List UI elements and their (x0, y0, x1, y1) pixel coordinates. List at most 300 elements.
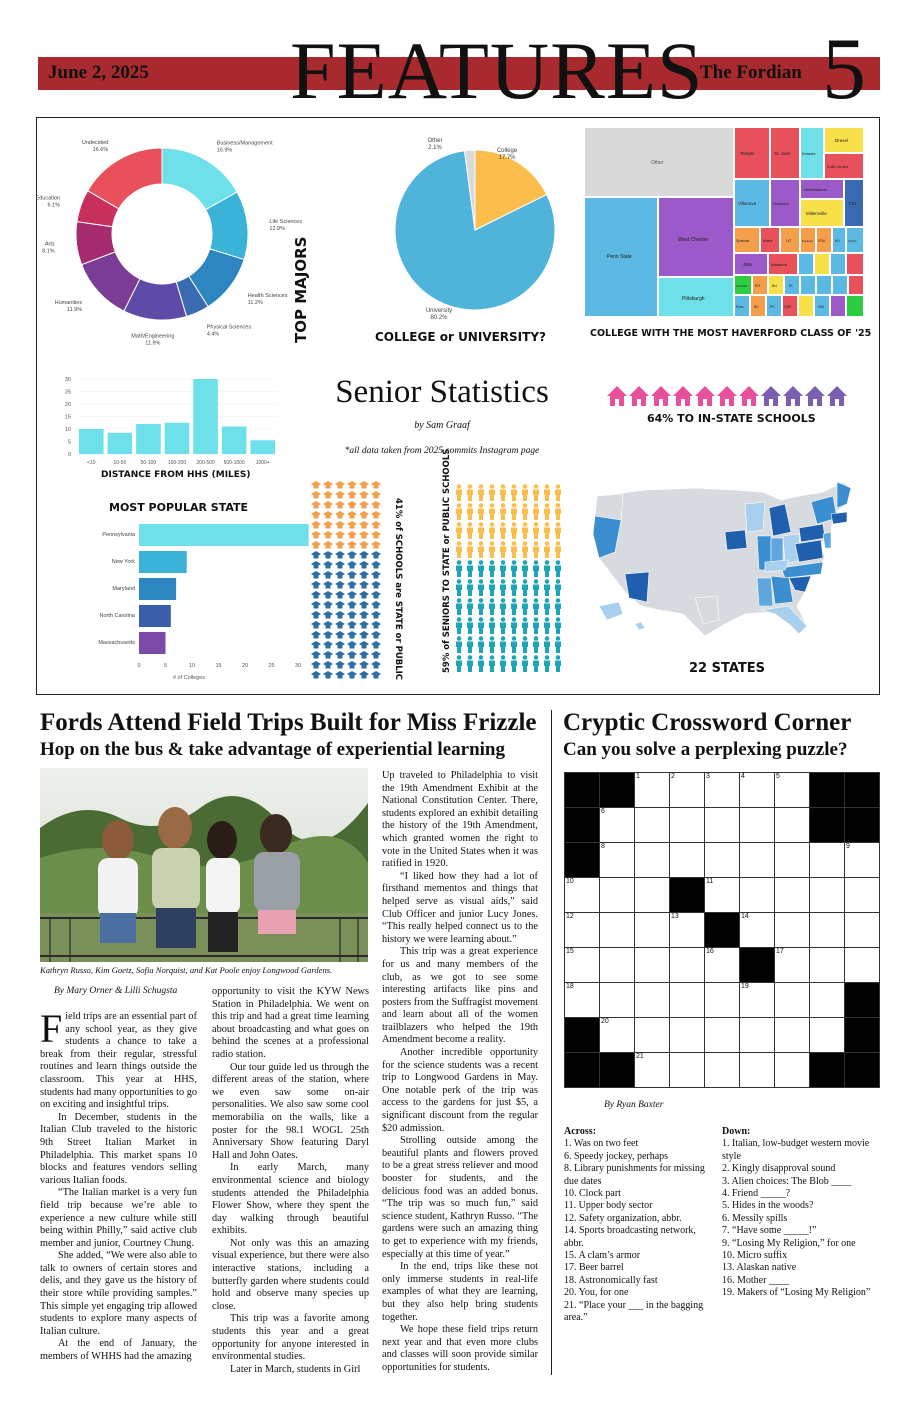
person-body (511, 661, 517, 673)
treemap-cell-g (833, 276, 847, 294)
answer-square[interactable] (774, 1017, 810, 1053)
clue: 16. Mother ____ (722, 1274, 789, 1286)
person-body (544, 642, 550, 654)
cap-base (314, 666, 319, 669)
photo-caption: Kathryn Russo, Kim Goetz, Sofia Norquist, and Kat Poole enjoy Longwood Gardens. (40, 965, 333, 975)
cap-base (374, 566, 379, 569)
person-body (511, 528, 517, 540)
x-tick: 1000+ (255, 460, 270, 466)
person-icon (523, 617, 528, 622)
black-square (564, 1052, 600, 1088)
person-icon (468, 579, 473, 584)
house-door (615, 399, 619, 406)
paragraph: “I liked how they had a lot of firsthand mementos and things that helped serve as visual aids,” said Club Officer and junior Lucy Jones. “This really helped connect us to the history we were learning about.” (382, 870, 538, 945)
answer-square[interactable] (739, 912, 775, 948)
clue: 17. Beer barrel (564, 1262, 624, 1274)
cap-base (362, 596, 367, 599)
clue: 1. Was on two feet (564, 1138, 639, 1150)
answer-square[interactable] (774, 772, 810, 808)
cap-base (350, 566, 355, 569)
treemap-cell-a (799, 254, 813, 274)
black-square (844, 1017, 880, 1053)
treemap-label-drexel: Drexel (835, 138, 849, 143)
clue: 20. You, for one (564, 1287, 629, 1299)
answer-square[interactable] (844, 842, 880, 878)
person-body (511, 585, 517, 597)
answer-square[interactable] (634, 912, 670, 948)
answer-square[interactable] (774, 947, 810, 983)
person-icon (479, 522, 484, 527)
person-body (544, 661, 550, 673)
clue-number: 19 (741, 983, 749, 990)
person-icon (479, 655, 484, 660)
treemap-label-millersville: Millersville (806, 211, 827, 216)
answer-square[interactable] (809, 842, 845, 878)
answer-square[interactable] (809, 947, 845, 983)
person-body (489, 566, 495, 578)
paragraph: We hope these field trips return next year and that even more clubs and classes will soon provide similar opportunities for students. (382, 1324, 538, 1373)
clue-number: 8 (601, 843, 605, 850)
black-square (564, 842, 600, 878)
clue-number: 20 (601, 1018, 609, 1025)
distance-bar (108, 433, 133, 454)
clue-number: 10 (566, 878, 574, 885)
state-title: MOST POPULAR STATE (109, 501, 249, 514)
person-icon (501, 503, 506, 508)
person-body (500, 490, 506, 502)
answer-square[interactable] (844, 947, 880, 983)
clue-number: 9 (846, 843, 850, 850)
cap-base (350, 636, 355, 639)
person-body (467, 604, 473, 616)
distance-bar (79, 429, 104, 454)
x-tick: 10 (188, 663, 196, 669)
person-body (489, 509, 495, 521)
cap-base (374, 656, 379, 659)
state-label: North Carolina (99, 613, 135, 619)
person-body (500, 623, 506, 635)
treemap-label-temple: Temple (740, 151, 755, 156)
person-icon (556, 579, 561, 584)
house-door (791, 399, 795, 406)
answer-square[interactable] (634, 877, 670, 913)
crossword-subhead: Can you solve a perplexing puzzle? (563, 739, 848, 760)
college-title: COLLEGE or UNIVERSITY? (375, 330, 546, 344)
state-me (837, 482, 851, 508)
donut-value: 8.1% (42, 248, 55, 255)
person-icon (545, 579, 550, 584)
cap-base (350, 626, 355, 629)
cap-base (314, 496, 319, 499)
cap-base (326, 616, 331, 619)
cap-base (326, 606, 331, 609)
person-body (533, 661, 539, 673)
person-icon (468, 503, 473, 508)
person-body (522, 547, 528, 559)
cap-base (374, 486, 379, 489)
answer-square[interactable] (564, 947, 600, 983)
person-body (478, 642, 484, 654)
school-type-pictogram (309, 481, 385, 681)
answer-square[interactable] (599, 947, 635, 983)
answer-square[interactable] (599, 982, 635, 1018)
clue-number: 14 (741, 913, 749, 920)
cap-base (374, 606, 379, 609)
answer-square[interactable] (634, 947, 670, 983)
person-icon (512, 655, 517, 660)
clue: 1. Italian, low-budget western movie style (722, 1138, 870, 1162)
treemap-label-pennstate: Penn State (607, 254, 632, 260)
house-door (747, 399, 751, 406)
person-body (522, 604, 528, 616)
majors-donut-chart (35, 124, 317, 354)
clue-number: 7 (811, 808, 815, 815)
person-icon (556, 598, 561, 603)
cap-base (314, 616, 319, 619)
person-icon (501, 598, 506, 603)
treemap-cell-e (801, 276, 815, 294)
answer-square[interactable] (704, 842, 740, 878)
answer-square[interactable] (774, 842, 810, 878)
frizzle-column-1 (40, 1006, 198, 1364)
person-body (533, 490, 539, 502)
schools-label: 41% of SCHOOLS are STATE or PUBLIC (393, 498, 403, 681)
treemap-label-pc: PC (770, 305, 775, 309)
cap-base (350, 526, 355, 529)
answer-square[interactable] (809, 877, 845, 913)
treemap-label-miami: Miami (763, 239, 773, 243)
answer-square[interactable] (704, 807, 740, 843)
cap-base (314, 646, 319, 649)
black-square (599, 1052, 635, 1088)
paper-name: The Fordian (700, 62, 802, 83)
answer-square[interactable] (599, 807, 635, 843)
cap-base (314, 506, 319, 509)
cap-base (350, 646, 355, 649)
treemap-label-gw: GW (818, 305, 825, 309)
person-icon (457, 617, 462, 622)
cap-base (326, 676, 331, 679)
donut-value: 11.9% (145, 340, 161, 347)
person-body (533, 547, 539, 559)
cap-base (338, 566, 343, 569)
y-tick: 5 (67, 439, 71, 446)
answer-square[interactable] (774, 982, 810, 1018)
person-body (456, 490, 462, 502)
cap-base (326, 666, 331, 669)
answer-square[interactable] (669, 807, 705, 843)
treemap-label-southcarolina: South Carolina (827, 165, 849, 169)
page-number: 5 (822, 21, 866, 118)
paragraph: Strolling outside among the beautiful plants and flowers proved to be a great stress reliever and mood booster for students, and the delicious food was an added bonus. “The trip was so much fun,” said science student, Kathryn Russo. “The gardens were such an amazing thing to get to experience with my friends, especially at this time of year.” (382, 1135, 538, 1260)
treemap-label-tju: TJU (848, 201, 857, 206)
clue-number: 21 (636, 1053, 644, 1060)
paragraph: ield trips are an essential part of any school year, as they give students a chance to take a break from their regular, stressful routines and learn things outside the classroom. This year at HHS, students had many opportunities to go on exciting and insightful trips. (40, 1011, 198, 1111)
answer-square[interactable] (634, 842, 670, 878)
answer-square[interactable] (844, 877, 880, 913)
person-icon (545, 484, 550, 489)
paragraph: Later in March, students in Girl (230, 1363, 361, 1375)
cap-base (338, 516, 343, 519)
person-body (500, 661, 506, 673)
cap-base (350, 506, 355, 509)
cap-base (314, 486, 319, 489)
donut-label: Arts (44, 241, 55, 248)
answer-square[interactable] (739, 1052, 775, 1088)
cap-base (338, 636, 343, 639)
donut-value: 4.4% (206, 331, 220, 338)
answer-square[interactable] (634, 982, 670, 1018)
state-ak (599, 602, 623, 620)
paragraph: Up traveled to Philadelphia to visit the 19th Amendment Exhibit at the National Constitution Center. There, students explored an exhibit detailing the history of the 19th Amendment, which granted women the right to vote in the United States when it was ratified in 1920. (382, 770, 538, 870)
clue: 11. Upper body sector (564, 1200, 653, 1212)
person-icon (490, 541, 495, 546)
house-door (681, 399, 685, 406)
clue-number: 12 (566, 913, 574, 920)
answer-square[interactable] (704, 982, 740, 1018)
answer-square[interactable] (844, 912, 880, 948)
person-icon (534, 484, 539, 489)
state-bar (139, 578, 176, 600)
across-clues (564, 1126, 714, 1325)
person-body (522, 509, 528, 521)
person-icon (545, 598, 550, 603)
answer-square[interactable] (774, 1052, 810, 1088)
person-body (500, 509, 506, 521)
answer-square[interactable] (669, 982, 705, 1018)
down-clues (722, 1126, 880, 1300)
person-icon (556, 484, 561, 489)
person-icon (556, 617, 561, 622)
cap-base (338, 666, 343, 669)
person-icon (534, 541, 539, 546)
answer-square[interactable] (704, 947, 740, 983)
answer-square[interactable] (704, 1017, 740, 1053)
cap-base (362, 546, 367, 549)
person-icon (556, 655, 561, 660)
treemap-cell-h (849, 276, 863, 294)
frizzle-byline: By Mary Orner & Lilli Schugsta (54, 986, 178, 996)
distance-title: DISTANCE FROM HHS (MILES) (101, 470, 251, 480)
pie-label: Other (427, 138, 443, 144)
answer-square[interactable] (634, 1017, 670, 1053)
answer-square[interactable] (564, 982, 600, 1018)
frizzle-headline: Fords Attend Field Trips Built for Miss Frizzle (40, 709, 537, 736)
treemap-label-ku: KU (835, 239, 840, 243)
person-icon (501, 522, 506, 527)
answer-square[interactable] (669, 912, 705, 948)
person-icon (534, 617, 539, 622)
cap-base (350, 556, 355, 559)
answer-square[interactable] (634, 772, 670, 808)
answer-square[interactable] (704, 772, 740, 808)
cap-base (362, 486, 367, 489)
person-icon (490, 484, 495, 489)
seniors-pictogram (453, 482, 569, 682)
distance-bar (222, 427, 247, 455)
state-wa (595, 494, 623, 520)
clue: 5. Hides in the woods? (722, 1200, 814, 1212)
person-body (511, 566, 517, 578)
answer-square[interactable] (809, 1017, 845, 1053)
cap-base (350, 546, 355, 549)
person-body (533, 528, 539, 540)
answer-square[interactable] (669, 842, 705, 878)
frizzle-subhead: Hop on the bus & take advantage of experiential learning (40, 739, 505, 760)
person-icon (468, 522, 473, 527)
answer-square[interactable] (669, 772, 705, 808)
person-icon (490, 655, 495, 660)
person-icon (512, 579, 517, 584)
answer-square[interactable] (739, 1017, 775, 1053)
answer-square[interactable] (599, 877, 635, 913)
person-body (555, 490, 561, 502)
person-icon (490, 636, 495, 641)
house-door (703, 399, 707, 406)
answer-square[interactable] (809, 912, 845, 948)
y-tick: 0 (67, 452, 71, 458)
person-icon (512, 522, 517, 527)
person-icon (479, 541, 484, 546)
person-body (500, 642, 506, 654)
cap-base (362, 556, 367, 559)
person-body (511, 623, 517, 635)
treemap-label-ucsc: UCSC (848, 239, 857, 243)
state-label: New York (111, 559, 135, 565)
person-icon (545, 636, 550, 641)
person-icon (534, 598, 539, 603)
person-icon (534, 655, 539, 660)
answer-square[interactable] (564, 877, 600, 913)
person-body (456, 661, 462, 673)
black-square (599, 772, 635, 808)
state-ma (831, 512, 847, 524)
cap-base (350, 586, 355, 589)
answer-square[interactable] (739, 772, 775, 808)
person-body (511, 509, 517, 521)
treemap-cell-j (831, 296, 845, 316)
y-tick: 20 (64, 402, 71, 408)
answer-square[interactable] (599, 1017, 635, 1053)
person-body (511, 604, 517, 616)
clue: 18. Astronomically fast (564, 1274, 658, 1286)
clue: 8. Library punishments for missing due dates (564, 1163, 705, 1187)
person-body (500, 528, 506, 540)
treemap-cell-f (817, 276, 831, 294)
cap-base (326, 546, 331, 549)
person-body (522, 642, 528, 654)
answer-square[interactable] (704, 1052, 740, 1088)
person-icon (468, 560, 473, 565)
instate-houses (605, 384, 845, 410)
answer-square[interactable] (634, 1052, 670, 1088)
person-icon (534, 560, 539, 565)
cap-base (350, 606, 355, 609)
cap-base (314, 546, 319, 549)
cap-base (326, 506, 331, 509)
treemap-label-stjoes: St. Joes (774, 151, 791, 156)
majors-title: TOP MAJORS (292, 236, 310, 343)
cap-base (338, 536, 343, 539)
x-axis-label: # of Colleges (172, 675, 206, 681)
answer-square[interactable] (669, 1017, 705, 1053)
person-icon (479, 598, 484, 603)
clue-number: 5 (776, 773, 780, 780)
answer-square[interactable] (739, 807, 775, 843)
person-icon (534, 579, 539, 584)
cap-base (314, 606, 319, 609)
person-icon (556, 636, 561, 641)
distance-bar (165, 423, 190, 454)
cap-base (350, 496, 355, 499)
person-body (533, 509, 539, 521)
answer-square[interactable] (669, 947, 705, 983)
clue-number: 18 (566, 983, 574, 990)
black-square (809, 772, 845, 808)
treemap-label-scranton: Scranton (773, 201, 790, 206)
person-body (478, 509, 484, 521)
person-icon (490, 617, 495, 622)
answer-square[interactable] (704, 877, 740, 913)
cap-base (326, 626, 331, 629)
cap-base (314, 576, 319, 579)
cap-base (314, 566, 319, 569)
person-body (500, 604, 506, 616)
answer-square[interactable] (774, 807, 810, 843)
person-body (478, 661, 484, 673)
y-tick: 10 (64, 427, 71, 433)
donut-value: 11.9% (66, 306, 83, 313)
black-square (739, 947, 775, 983)
answer-square[interactable] (809, 982, 845, 1018)
paragraph: In early March, many environmental science and biology students attended the Philadelphia Flower Show, where they spent the day walking through beautiful exhibits. (212, 1162, 369, 1237)
answer-square[interactable] (774, 877, 810, 913)
frizzle-column-3 (382, 770, 538, 1375)
treemap-label-westchester: West Chester (678, 237, 709, 243)
answer-square[interactable] (634, 807, 670, 843)
state-nj (823, 532, 831, 548)
seniors-label: 59% of SENIORS TO STATE or PUBLIC SCHOOLS (442, 448, 452, 673)
answer-square[interactable] (564, 912, 600, 948)
cap-base (374, 636, 379, 639)
donut-label: Undecided (81, 139, 109, 146)
answer-square[interactable] (599, 912, 635, 948)
cap-base (338, 596, 343, 599)
answer-square[interactable] (739, 842, 775, 878)
pie-value: 80.2% (430, 315, 448, 321)
distance-bar (193, 379, 218, 454)
state-va (795, 540, 823, 562)
answer-square[interactable] (774, 912, 810, 948)
person-body (467, 528, 473, 540)
cap-base (326, 566, 331, 569)
cap-base (362, 636, 367, 639)
clue: 4. Friend _____? (722, 1188, 791, 1200)
answer-square[interactable] (739, 982, 775, 1018)
person-body (478, 604, 484, 616)
person-icon (512, 636, 517, 641)
cap-base (326, 516, 331, 519)
answer-square[interactable] (669, 1052, 705, 1088)
answer-square[interactable] (739, 877, 775, 913)
answer-square[interactable] (599, 842, 635, 878)
person-icon (545, 503, 550, 508)
treemap-cell-i (799, 296, 813, 316)
house-door (813, 399, 817, 406)
cap-base (362, 646, 367, 649)
person-body (544, 490, 550, 502)
cap-base (374, 496, 379, 499)
